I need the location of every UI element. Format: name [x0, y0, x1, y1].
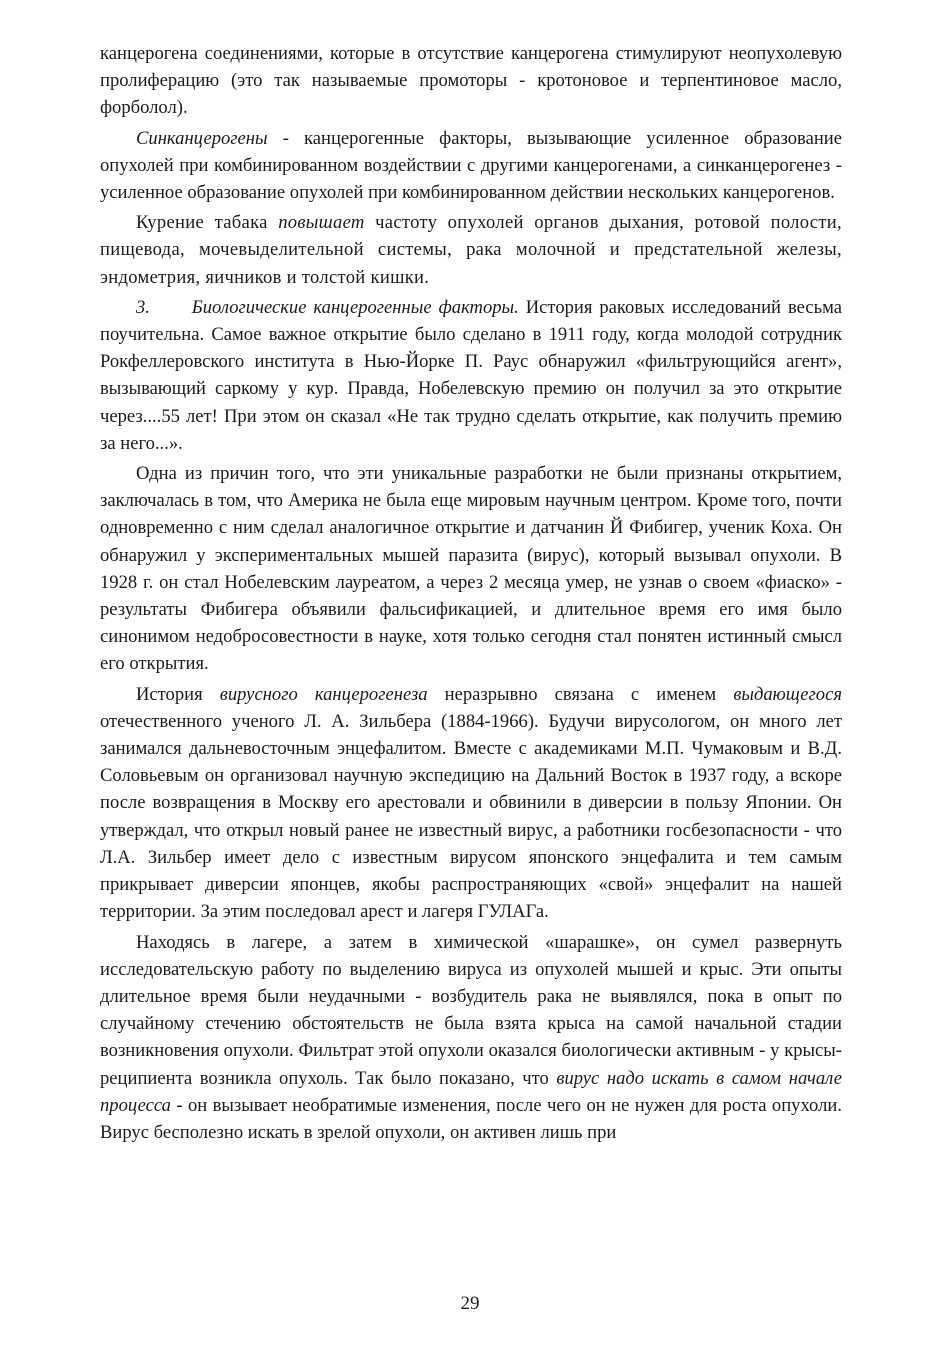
paragraph-zilber-camp: [100, 929, 842, 1147]
text-run: История раковых исследований весьма поучительна. Самое важное открытие было сделано в 1911 году, когда молодой сотрудник Рокфеллеровского института в Нью-Йорке П. Раус обнаружил «фильтрующийся агент», вызывающий саркому у кур. Правда, Нобелевскую премию он получил за это открытие через....55 лет! При этом он сказал «Не так трудно сделать открытие, как получить премию за него...».: [100, 296, 842, 454]
italic-text: Синканцерогены: [136, 127, 268, 149]
text-run: неразрывно связана с именем: [427, 683, 734, 705]
body-text: [100, 40, 842, 1149]
text-run: - канцерогенные факторы, вызывающие усиленное образование опухолей при комбинированном воздействии с другими канцерогенами, а синканцерогенез - усиленное образование опухолей при комбинированном действии нескольких канцерогенов.: [100, 127, 842, 204]
text-run: [150, 297, 192, 318]
paragraph-biological-factors: [100, 294, 842, 457]
paragraph-zilber-history: [100, 681, 842, 926]
text-run: отечественного ученого Л. А. Зильбера (1884-1966). Будучи вирусологом, он много лет занимался дальневосточным энцефалитом. Вместе с академиками М.П. Чумаковым и В.Д. Соловьевым он организовал научную экспедицию на Дальний Восток в 1937 году, а вскоре после возвращения в Москву его арестовали и обвинили в диверсии в пользу Японии. Он утверждал, что открыл новый ранее не известный вирус, а работники госбезопасности - что Л.А. Зильбер имеет дело с известным вирусом японского энцефалита и тем самым прикрывает диверсии японцев, якобы распространяющих «свой» энцефалит на нашей территории. За этим последовал арест и лагеря ГУЛАГа.: [100, 710, 842, 923]
text-run: - он вызывает необратимые изменения, после чего он не нужен для роста опухоли. Вирус бесполезно искать в зрелой опухоли, он активен лишь при: [100, 1094, 842, 1143]
page-number: 29: [460, 1293, 480, 1314]
text-run: Находясь в лагере, а затем в химической «шарашке», он сумел развернуть исследовательскую работу по выделению вируса из опухолей мышей и крыс. Эти опыты длительное время были неудачными - возбудитель рака не выявлялся, пока в опыт по случайному стечению обстоятельств не была взята крыса на самой начальной стадии возникновения опухоли. Фильтрат этой опухоли оказался биологически активным - у крысы-реципиента возникла опухоль. Так было показано, что: [100, 931, 842, 1089]
text-run: История: [136, 683, 220, 705]
italic-text: Биологические канцерогенные факторы.: [191, 296, 519, 318]
italic-text: повышает: [278, 212, 365, 234]
italic-text: вирусного канцерогенеза: [219, 683, 428, 705]
paragraph-smoking: [100, 209, 842, 291]
text-run: Курение табака: [136, 212, 279, 234]
italic-text: 3.: [136, 296, 150, 318]
italic-text: выдающегося: [733, 683, 842, 705]
italic-text: вирус надо искать в самом начале процесса: [100, 1067, 842, 1116]
text-run: частоту опухолей органов дыхания, ротовой полости, пищевода, мочевыделительной системы, рака молочной и предстательной железы, эндометрия, яичников и толстой кишки.: [100, 212, 842, 288]
text-run: канцерогена соединениями, которые в отсутствие канцерогена стимулируют неопухолевую пролиферацию (это так называемые промоторы - кротоновое и терпентиновое масло, форболол).: [100, 43, 842, 119]
text-run: Одна из причин того, что эти уникальные разработки не были признаны открытием, заключалась в том, что Америка не была еще мировым научным центром. Кроме того, почти одновременно с ним сделал аналогичное открытие и датчанин Й Фибигер, ученик Коха. Он обнаружил у экспериментальных мышей паразита (вирус), который вызывал опухоли. В 1928 г. он стал Нобелевским лауреатом, а через 2 месяца умер, не узнав о своем «фиаско» - результаты Фибигера объявили фальсификацией, и длительное время его имя было синонимом недобросовестности в науке, хотя только сегодня стал понятен истинный смысл его открытия.: [100, 463, 842, 675]
paragraph-promoters: [100, 40, 842, 122]
paragraph-syncarcinogens: [100, 125, 842, 207]
paragraph-fibiger: [100, 460, 842, 678]
